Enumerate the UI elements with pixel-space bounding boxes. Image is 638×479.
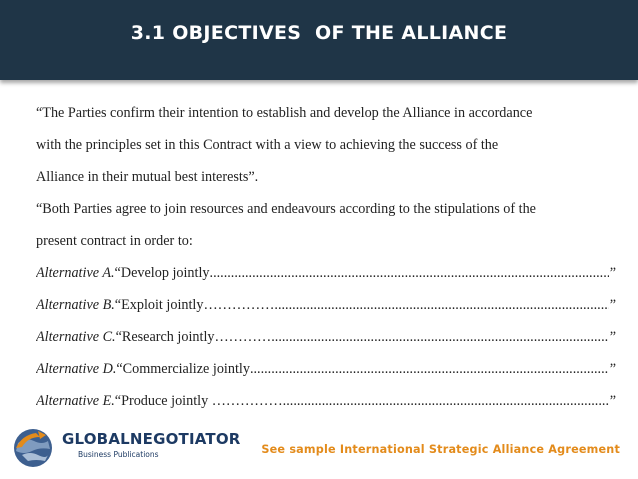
alternative-a xyxy=(36,257,616,289)
dotted-leader xyxy=(283,385,609,417)
alternative-b xyxy=(36,289,616,321)
body-line: “Both Parties agree to join resources and endeavours according to the stipulations of the xyxy=(36,201,536,217)
dotted-leader xyxy=(210,257,609,289)
body-line: “The Parties confirm their intention to establish and develop the Alliance in accordance xyxy=(36,105,533,121)
closing-quote: ” xyxy=(609,393,616,409)
dotted-leader xyxy=(271,321,608,353)
alternative-text: “Develop jointly xyxy=(114,265,210,281)
alternative-label: Alternative A. xyxy=(36,265,115,281)
alternative-label: Alternative E. xyxy=(36,393,115,409)
closing-quote: ” xyxy=(609,329,616,345)
alternative-d xyxy=(36,353,616,385)
footer xyxy=(0,421,638,479)
closing-quote: ” xyxy=(609,265,616,281)
logo-subtitle: Business Publications xyxy=(78,450,159,459)
logo-name: GLOBALNEGOTIATOR xyxy=(62,430,241,448)
alternative-e xyxy=(36,385,616,417)
body-line: with the principles set in this Contract with a view to achieving the success of the xyxy=(36,137,499,153)
closing-quote: ” xyxy=(609,361,616,377)
dotted-leader xyxy=(274,289,608,321)
slide-title: 3.1 OBJECTIVES OF THE ALLIANCE xyxy=(130,22,508,44)
dotted-leader xyxy=(250,353,609,385)
alternative-label: Alternative C. xyxy=(36,329,116,345)
closing-quote: ” xyxy=(609,297,616,313)
alternative-label: Alternative B. xyxy=(36,297,115,313)
sample-agreement-link[interactable]: See sample International Strategic Alliance Agreement xyxy=(261,443,620,456)
slide-body xyxy=(36,97,616,417)
alternative-text: “Exploit jointly…………… xyxy=(114,297,275,313)
alternative-text: “Produce jointly …………… xyxy=(114,393,283,409)
globe-logo-icon xyxy=(12,427,54,469)
body-line: present contract in order to: xyxy=(36,233,193,249)
title-bar xyxy=(0,0,638,80)
alternative-label: Alternative D. xyxy=(36,361,117,377)
alternative-text: “Commercialize jointly xyxy=(116,361,250,377)
alternative-text: “Research jointly………… xyxy=(115,329,272,345)
body-line: Alliance in their mutual best interests”. xyxy=(36,169,259,185)
alternative-c xyxy=(36,321,616,353)
